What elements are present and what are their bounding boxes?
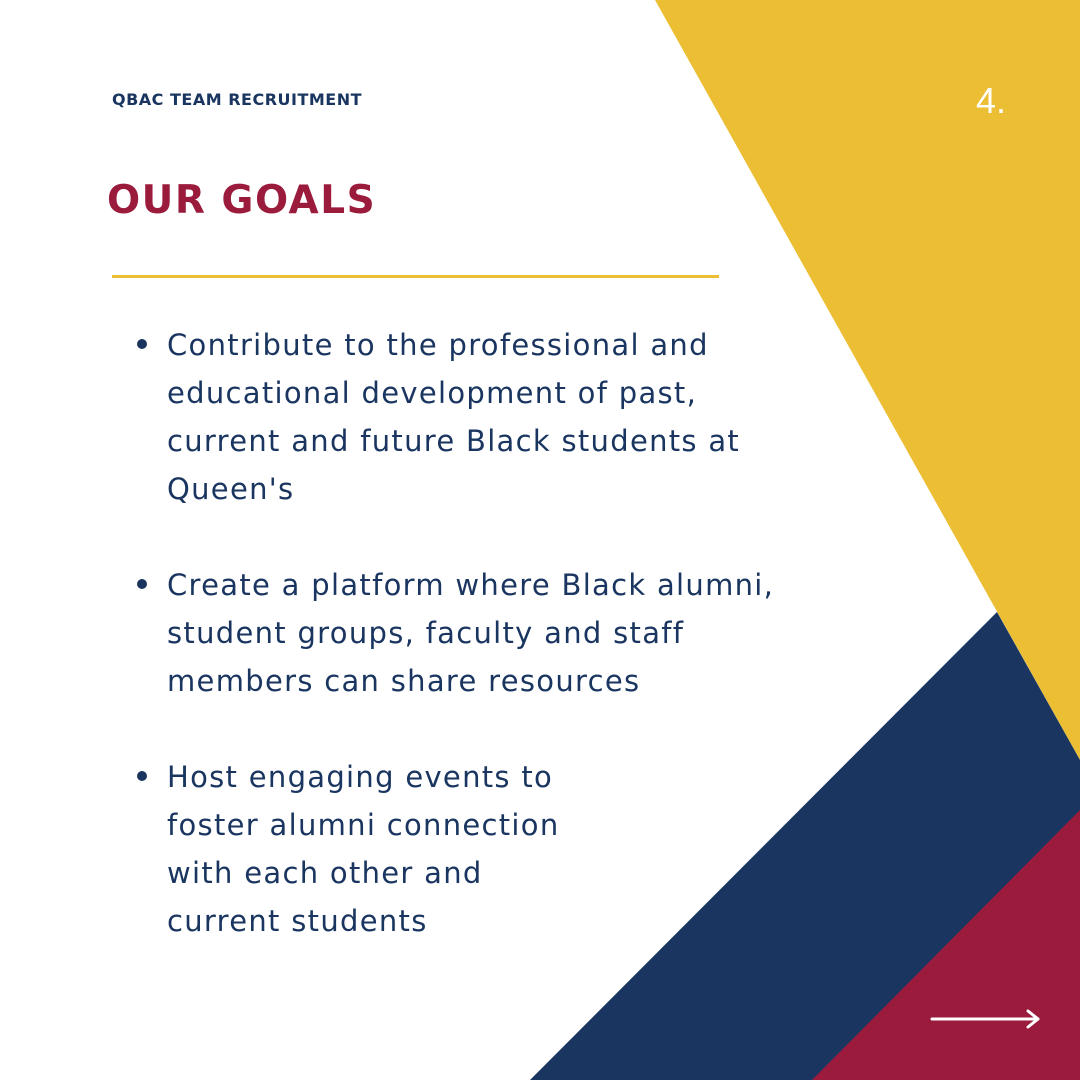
goal-line: Create a platform where Black alumni, [167, 568, 775, 602]
bullet-dot-icon [137, 771, 147, 781]
goal-line: current students [167, 904, 428, 938]
section-kicker: QBAC TEAM RECRUITMENT [112, 90, 363, 109]
title-divider [112, 275, 719, 278]
goal-line: Contribute to the professional and [167, 328, 709, 362]
goal-line: Queen's [167, 472, 295, 506]
goal-line: student groups, faculty and staff [167, 616, 685, 650]
goal-line: Host engaging events to [167, 760, 554, 794]
goal-text [167, 561, 797, 705]
arrow-right-icon[interactable] [928, 1004, 1044, 1034]
goal-line: members can share resources [167, 664, 641, 698]
goal-text [167, 753, 797, 945]
goal-line: with each other and [167, 856, 483, 890]
goal-line: current and future Black students at [167, 424, 741, 458]
goal-line: educational development of past, [167, 376, 698, 410]
bullet-dot-icon [137, 339, 147, 349]
slide-number: 4. [976, 80, 1007, 121]
goal-text [167, 321, 797, 513]
goal-line: foster alumni connection [167, 808, 560, 842]
page-title: OUR GOALS [107, 178, 377, 223]
bullet-dot-icon [137, 579, 147, 589]
